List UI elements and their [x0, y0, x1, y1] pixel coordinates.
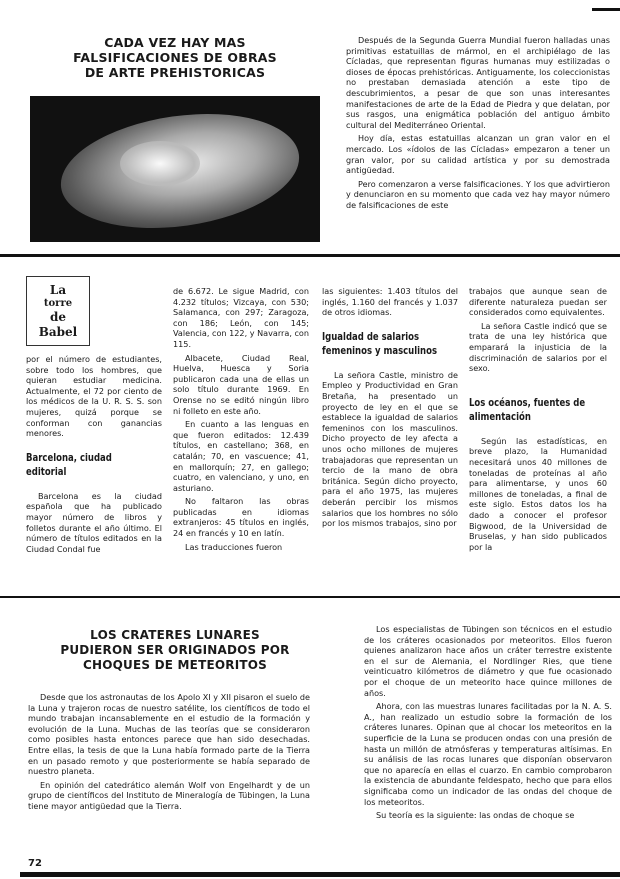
bottom-article-left	[28, 692, 310, 812]
logo-text: Babel	[38, 325, 78, 339]
headline-line: LOS CRATERES LUNARES	[90, 628, 260, 642]
top-headline	[40, 35, 310, 80]
babel-logo	[26, 276, 90, 346]
paragraph: Su teoría es la siguiente: las ondas de choque se	[376, 810, 575, 821]
paragraph: La señora Castle indicó que se trata de una ley histórica que emparará la injusticia de la discriminación de salarios por el sexo.	[469, 320, 607, 374]
paragraph: En cuanto a las lenguas en que fueron editados: 12.439 títulos, en castellano; 368, en catalán; 70, en vascuence; 41, en mallorquín; 27, en gallego; cuatro, en valenciano, y uno, en asturiano.	[173, 419, 309, 493]
section-divider	[0, 596, 620, 598]
subhead-oceanos: Los océanos, fuentes de alimentación	[469, 396, 586, 423]
page-number: 72	[28, 858, 42, 869]
babel-column-1	[26, 276, 162, 554]
headline-line: CHOQUES DE METEORITOS	[82, 658, 267, 672]
bottom-headline	[40, 628, 310, 673]
subhead-barcelona: Barcelona, ciudad editorial	[26, 451, 112, 478]
subhead-igualdad: Igualdad de salarios femeninos y masculinos	[322, 330, 438, 357]
paragraph: Ahora, con las muestras lunares facilitadas por la N. A. S. A., han realizado un estudio sobre la formación de los cráteres lunares. Opinan que al chocar los meteoritos en la superficie de la Luna se producen ondas con una presión de hasta un millón de atmósferas y temperaturas altísimas. En su análisis de las rocas lunares que disponían observaron que no aparecía en ellas el cuarzo. En cambio comprobaron la existencia de abundante feldespato, hecho que para ellos significaba como un indicador de las ondas del choque de los meteoritos.	[364, 701, 612, 807]
paragraph: Pero comenzaron a verse falsificaciones. Y los que advirtieron y denunciaron en su momento que cada vez hay mayor número de falsificaciones de este	[346, 178, 610, 210]
paragraph: Hoy día, estas estatuillas alcanzan un gran valor en el mercado. Los «ídolos de las Cícladas» empezaron a tener un gran valor, por su calidad artística y por su demostrada antigüedad.	[346, 133, 610, 176]
babel-column-2	[173, 286, 309, 552]
paragraph: En opinión del catedrático alemán Wolf von Engelhardt y de un grupo de científicos del Instituto de Mineralogía de Tübingen, la Luna tiene mayor antigüedad que la Tierra.	[28, 779, 310, 811]
paragraph: La señora Castle, ministro de Empleo y Productividad en Gran Bretaña, ha presentado un proyecto de ley en el que se establece la igualdad de salarios femeninos con los masculinos. Dicho proyecto de ley afecta a unos ocho millones de mujeres trabajadoras que representan un tercio de la mano de obra británica. Según dicho proyecto, para el año 1975, las mujeres deberán percibir los mismos salarios que los hombres no sólo por los mismos trabajos, sino por	[322, 369, 458, 529]
bottom-rule	[20, 872, 620, 877]
paragraph: trabajos que aunque sean de diferente naturaleza puedan ser considerados como equivalentes.	[469, 286, 607, 318]
paragraph: Los especialistas de Tübingen son técnicos en el estudio de los cráteres ocasionados por meteoritos. Ellos fueron quienes analizaron hace años un cráter terrestre existente en el sur de Alemania, el Nordlinger Ries, que tiene veinticuatro kilómetros de diámetro y que fue ocasionado por el choque de un meteorito hace quince millones de años.	[364, 624, 612, 698]
paragraph: de 6.672. Le sigue Madrid, con 4.232 títulos; Vizcaya, con 530; Salamanca, con 297; Zaragoza, con 186; León, con 145; Valencia, con 122, y Navarra, con 115.	[173, 286, 310, 349]
logo-text: La	[49, 283, 67, 297]
statuette-photo	[30, 96, 320, 242]
bottom-article-right	[364, 624, 612, 821]
paragraph: las siguientes: 1.403 títulos del inglés, 1.160 del francés y 1.037 de otros idiomas.	[322, 286, 458, 318]
babel-column-3	[322, 286, 458, 529]
paragraph: Las traducciones fueron	[185, 541, 283, 552]
headline-line: CADA VEZ HAY MAS	[104, 35, 246, 50]
logo-text: de	[49, 310, 67, 324]
headline-line: PUDIERON SER ORIGINADOS POR	[60, 643, 290, 657]
headline-line: DE ARTE PREHISTORICAS	[84, 65, 266, 80]
logo-text: torre	[43, 298, 73, 309]
headline-line: FALSIFICACIONES DE OBRAS	[73, 50, 277, 65]
top-article-body	[346, 35, 610, 211]
paragraph: Barcelona es la ciudad española que ha publicado mayor número de libros y folletos durante el año último. El número de títulos editados en la Ciudad Condal fue	[26, 490, 162, 554]
paragraph: por el número de estudiantes, sobre todo los hombres, que quieran estudiar medicina. Actualmente, el 72 por ciento de los médicos de la U. R. S. S. son mujeres, quizá porque se conforman con ganancias menores.	[26, 354, 162, 439]
section-divider	[0, 254, 620, 257]
paragraph: Según las estadísticas, en breve plazo, la Humanidad necesitará unos 40 millones de toneladas de proteínas al año para alimentarse, y unos 60 millones de toneladas, a final de este siglo. Estos datos los ha dado a conocer el profesor Bigwood, de la Universidad de Bruselas, y han sido publicados por la	[469, 435, 607, 552]
babel-column-4	[469, 286, 607, 552]
paragraph: Desde que los astronautas de los Apolo XI y XII pisaron el suelo de la Luna y trajeron rocas de nuestro satélite, los científicos de todo el mundo trabajan incansablemente en el estudio de la formación y evolución de la Luna. Muchas de las teorías que se consideraron como posibles hasta entonces parece que han sido desechadas. Entre ellas, la tesis de que la Luna había formado parte de la Tierra en un pasado remoto y que posteriormente se había separado de nuestro planeta.	[28, 692, 310, 777]
top-corner-rule	[592, 8, 620, 11]
paragraph: No faltaron las obras publicadas en idiomas extranjeros: 45 títulos en inglés, 24 en francés y 10 en latín.	[173, 496, 309, 539]
paragraph: Albacete, Ciudad Real, Huelva, Huesca y Soria publicaron cada una de ellas un solo título durante 1969. En Orense no se editó ningún libro ni folleto en este año.	[173, 352, 309, 416]
paragraph: Después de la Segunda Guerra Mundial fueron halladas unas primitivas estatuillas de mármol, en el archipiélago de las Cícladas, que representan figuras humanas muy estilizadas o dioses de épocas prehistóricas. Antiguamente, los coleccionistas no prestaban demasiada atención a este tipo de descubrimientos, a pesar de que son unas interesantes manifestaciones de arte de la Edad de Piedra y que delatan, por sus rasgos, una enigmática población del antiguo ámbito cultural del Mediterráneo Oriental.	[346, 35, 610, 130]
